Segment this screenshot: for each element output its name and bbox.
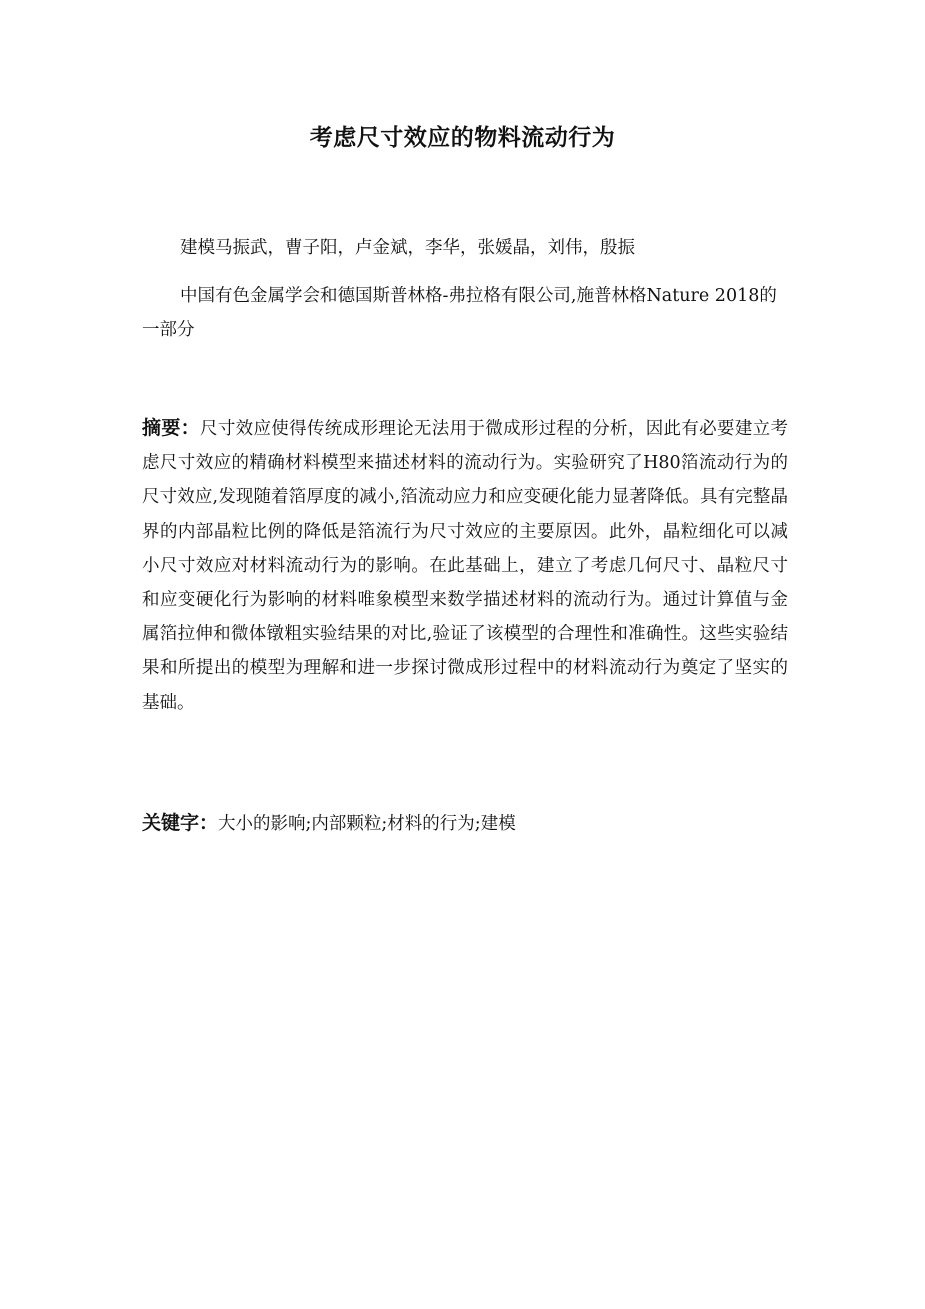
affiliation: 中国有色金属学会和德国斯普林格-弗拉格有限公司,施普林格Nature 2018的一部分 bbox=[142, 286, 777, 340]
keywords-label: 关键字： bbox=[142, 812, 219, 834]
abstract-label: 摘要： bbox=[142, 417, 200, 439]
keywords bbox=[142, 808, 788, 839]
abstract-text: 尺寸效应使得传统成形理论无法用于微成形过程的分析，因此有必要建立考虑尺寸效应的精确材料模型来描述材料的流动行为。实验研究了H80箔流动行为的尺寸效应,发现随着箔厚度的减小,箔流动应力和应变硬化能力显著降低。具有完整晶界的内部晶粒比例的降低是箔流行为尺寸效应的主要原因。此外，晶粒细化可以减小尺寸效应对材料流动行为的影响。在此基础上，建立了考虑几何尺寸、晶粒尺寸和应变硬化行为影响的材料唯象模型来数学描述材料的流动行为。通过计算值与金属箔拉伸和微体镦粗实验结果的对比,验证了该模型的合理性和准确性。这些实验结果和所提出的模型为理解和进一步探讨微成形过程中的材料流动行为奠定了坚实的基础。 bbox=[142, 419, 788, 713]
abstract bbox=[142, 411, 788, 720]
author-list: 建模马振武，曹子阳，卢金斌，李华，张媛晶，刘伟，殷振 bbox=[180, 238, 635, 258]
keywords-text: 大小的影响;内部颗粒;材料的行为;建模 bbox=[218, 814, 516, 834]
paper-title: 考虑尺寸效应的物料流动行为 bbox=[309, 124, 616, 151]
